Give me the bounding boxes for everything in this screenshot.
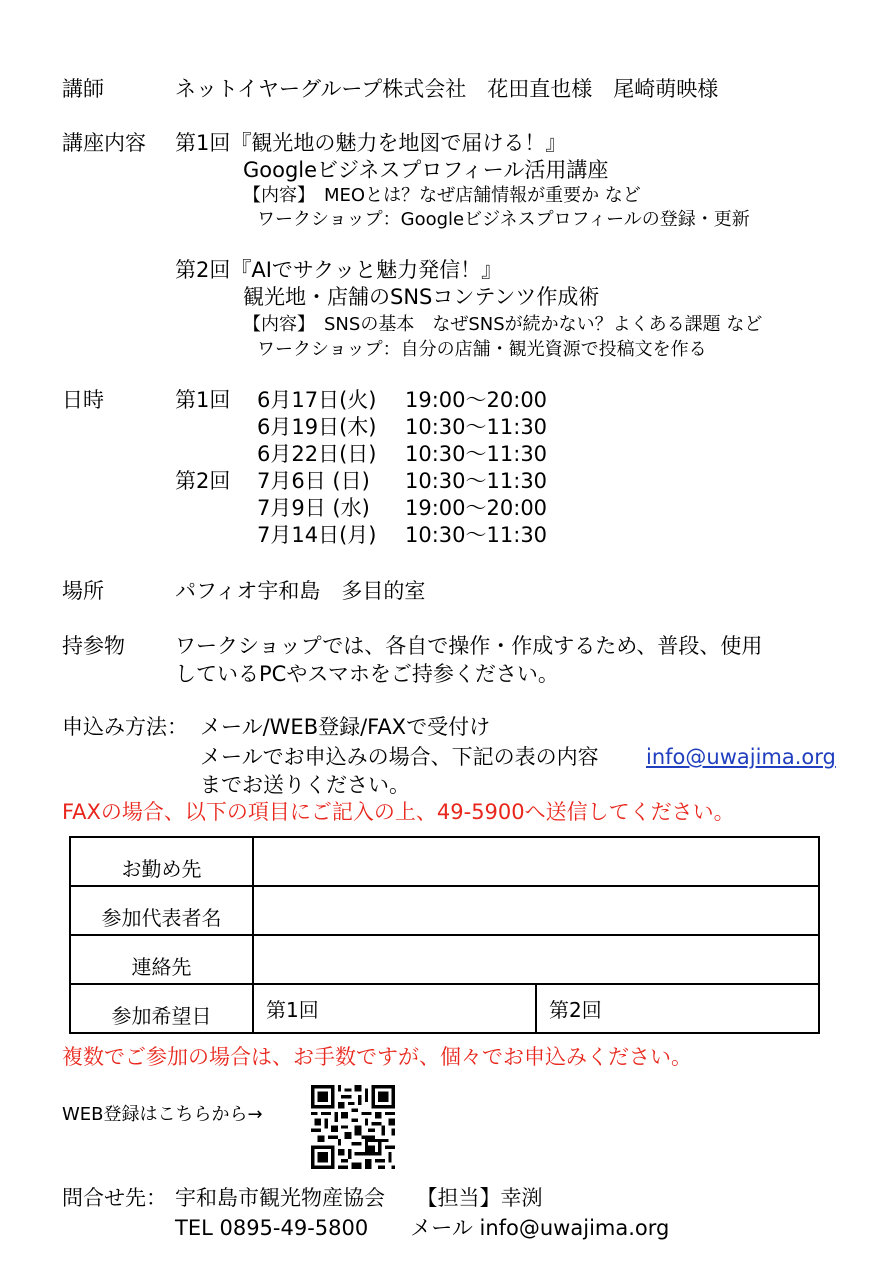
schedule-date: 7月9日 (水) (257, 496, 370, 520)
schedule-time: 19:00～20:00 (405, 388, 548, 412)
items-line1: ワークショップでは、各自で操作・作成するため、普段、使用 (175, 634, 763, 658)
venue-label: 場所 (62, 579, 104, 603)
schedule-date: 7月6日 (日) (257, 469, 370, 493)
schedule-date: 6月22日(日) (257, 442, 377, 466)
schedule-session1: 第1回 (175, 388, 231, 412)
session2-workshop: ワークショップ：自分の店舗・観光資源で投稿文を作る (257, 339, 707, 360)
form-option-session2[interactable]: 第2回 (536, 984, 819, 1033)
session1-detail: 【内容】 MEOとは？なぜ店舗情報が重要か など (243, 185, 641, 206)
apply-line2: メールでお申込みの場合、下記の表の内容 (200, 745, 599, 769)
schedule-label: 日時 (62, 388, 104, 412)
web-label: WEB登録はこちらから→ (62, 1104, 263, 1125)
qr-code-icon[interactable] (311, 1085, 395, 1169)
form-label-preferred-date: 参加希望日 (70, 984, 253, 1033)
schedule-time: 10:30～11:30 (405, 442, 548, 466)
lecturer-value: ネットイヤーグループ株式会社 花田直也様 尾崎萌映様 (175, 77, 719, 101)
form-field-workplace[interactable] (253, 837, 819, 886)
lecturer-label: 講師 (62, 77, 104, 101)
items-line2: しているPCやスマホをご持参ください。 (175, 662, 559, 686)
form-field-contact[interactable] (253, 935, 819, 984)
schedule-time: 10:30～11:30 (405, 523, 548, 547)
apply-email-link[interactable]: info@uwajima.org (646, 745, 836, 769)
schedule-date: 6月19日(木) (257, 415, 377, 439)
schedule-time: 10:30～11:30 (405, 469, 548, 493)
apply-label: 申込み方法： (62, 715, 188, 739)
session2-title: 第2回『AIでサクッと魅力発信！』 (175, 258, 503, 282)
venue-value: パフィオ宇和島 多目的室 (175, 579, 426, 603)
contact-label: 問合せ先： (62, 1186, 167, 1210)
schedule-date: 7月14日(月) (257, 523, 377, 547)
content-label: 講座内容 (62, 131, 146, 155)
multi-note: 複数でご参加の場合は、お手数ですが、個々でお申込みください。 (62, 1045, 692, 1069)
form-label-workplace: お勤め先 (70, 837, 253, 886)
apply-line1: メール/WEB登録/FAXで受付け (200, 715, 491, 739)
session1-workshop: ワークショップ：Googleビジネスプロフィールの登録・更新 (257, 209, 750, 230)
contact-line1: 宇和島市観光物産協会 【担当】幸渕 (175, 1186, 543, 1210)
session2-detail: 【内容】 SNSの基本 なぜSNSが続かない？よくある課題 など (243, 314, 763, 335)
session1-subtitle: Googleビジネスプロフィール活用講座 (243, 158, 609, 182)
session2-subtitle: 観光地・店舗のSNSコンテンツ作成術 (243, 285, 600, 309)
form-label-contact: 連絡先 (70, 935, 253, 984)
items-label: 持参物 (62, 634, 125, 658)
apply-line3: までお送りください。 (200, 773, 410, 797)
form-option-session1[interactable]: 第1回 (253, 984, 536, 1033)
form-field-representative[interactable] (253, 886, 819, 935)
schedule-time: 10:30～11:30 (405, 415, 548, 439)
schedule-session2: 第2回 (175, 469, 231, 493)
fax-note: FAXの場合、以下の項目にご記入の上、49-5900へ送信してください。 (62, 800, 735, 824)
schedule-time: 19:00～20:00 (405, 496, 548, 520)
session1-title: 第1回『観光地の魅力を地図で届ける！』 (175, 131, 567, 155)
schedule-date: 6月17日(火) (257, 388, 377, 412)
contact-line2: TEL 0895-49-5800 メール info@uwajima.org (175, 1216, 670, 1240)
form-label-representative: 参加代表者名 (70, 886, 253, 935)
application-form (69, 836, 820, 1034)
